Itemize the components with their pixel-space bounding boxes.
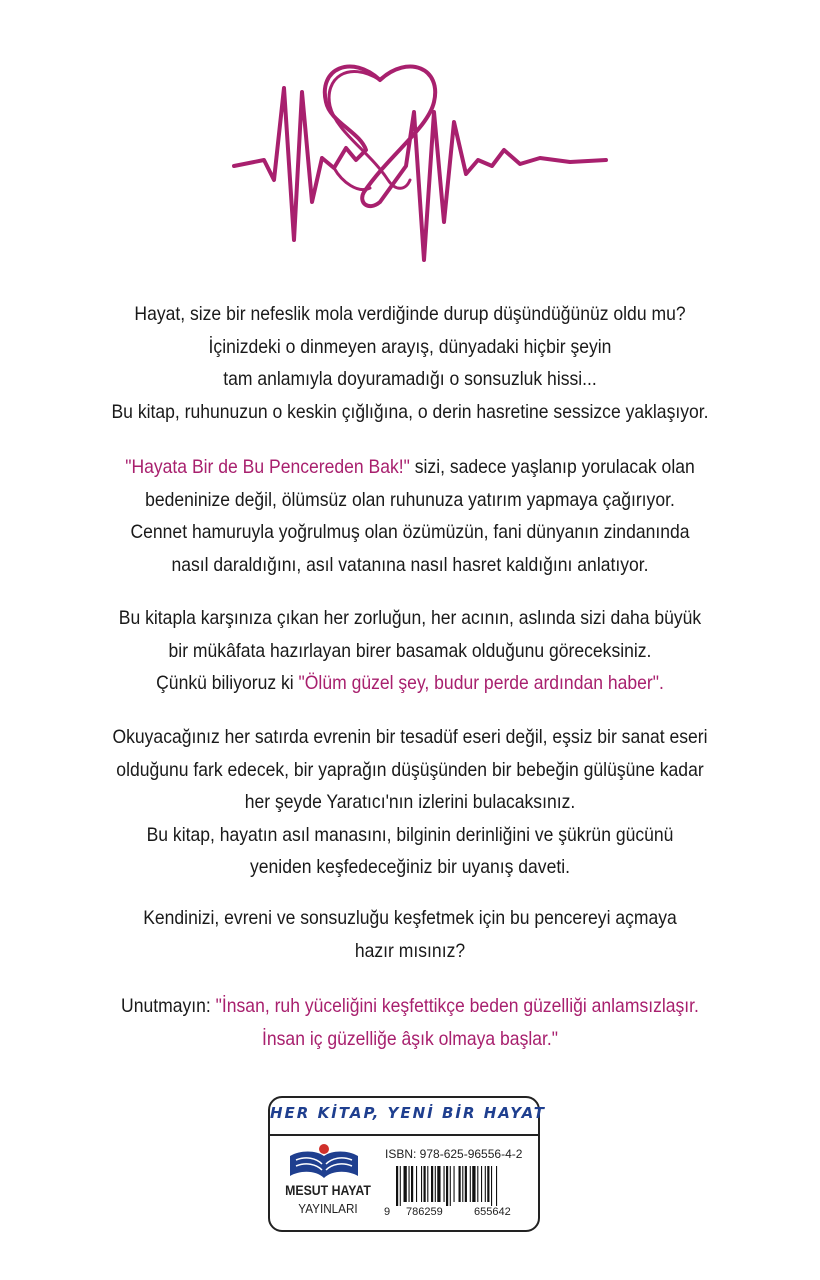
quote-text: "İnsan, ruh yüceliğini keşfettikçe beden güzelliği anlamsızlaşır. (215, 995, 699, 1017)
barcode-bar (396, 1166, 398, 1206)
body-text: Cennet hamuruyla yoğrulmuş olan özümüzün, fani dünyanın zindanında (130, 521, 690, 543)
text-line (77, 935, 743, 968)
text-line (77, 298, 743, 331)
text-line (77, 331, 743, 364)
paragraph-5 (77, 902, 743, 967)
body-text: sizi, sadece yaşlanıp yorulacak olan (409, 456, 695, 478)
text-line (77, 721, 743, 754)
barcode-bar (446, 1166, 448, 1206)
barcode-bar (404, 1166, 407, 1202)
barcode-bar (470, 1166, 471, 1202)
quote-text: İnsan iç güzelliğe âşık olmaya başlar." (262, 1027, 558, 1050)
barcode-bar (411, 1166, 413, 1202)
text-line (77, 990, 743, 1023)
barcode-bar (462, 1166, 463, 1202)
body-text: İçinizdeki o dinmeyen arayış, dünyadaki hiçbir şeyin (208, 335, 612, 358)
text-line (77, 1023, 743, 1056)
barcode-bar (491, 1166, 492, 1206)
text-line (77, 363, 743, 396)
paragraph-3 (77, 602, 743, 700)
text-line (77, 667, 743, 700)
paragraph-1 (77, 298, 743, 428)
barcode-bar (450, 1166, 451, 1206)
body-text: Bu kitap, hayatın asıl manasını, bilginin derinliğini ve şükrün gücünü (146, 823, 674, 846)
body-text: Bu kitap, ruhunuzun o keskin çığlığına, o derin hasretine sessizce yaklaşıyor. (111, 400, 709, 423)
barcode-bar (431, 1166, 433, 1202)
publisher-tagline: HER KİTAP, YENİ BİR HAYAT (270, 1104, 547, 1122)
body-text: her şeyde Yaratıcı'nın izlerini bulacaksınız. (244, 791, 576, 813)
box-divider (270, 1134, 538, 1136)
text-line (77, 754, 743, 787)
text-line (77, 851, 743, 884)
text-line (77, 902, 743, 935)
barcode-bar (454, 1166, 455, 1202)
body-text: bedeninize değil, ölümsüz olan ruhunuza yatırım yapmaya çağırıyor. (145, 488, 675, 511)
text-line (77, 484, 743, 517)
paragraph-2 (77, 451, 743, 581)
body-text: bir mükâfata hazırlayan birer basamak olduğunu göreceksiniz. (168, 639, 652, 662)
paragraph-6 (77, 990, 743, 1055)
barcode-bar (424, 1166, 426, 1202)
barcode-bar (459, 1166, 461, 1202)
text-line (77, 549, 743, 582)
heart-heartbeat-logo (230, 62, 610, 272)
isbn-label: ISBN: 978-625-96556-4-2 (385, 1147, 523, 1161)
text-line (77, 819, 743, 852)
open-book-logo-icon (286, 1142, 362, 1182)
barcode-digit-prefix: 9 (384, 1206, 391, 1218)
text-line (77, 786, 743, 819)
publisher-box (268, 1096, 547, 1232)
text-line (77, 396, 743, 429)
publisher-name: MESUT HAYAT (285, 1182, 371, 1198)
barcode-bar (416, 1166, 417, 1202)
barcode-bar (465, 1166, 467, 1202)
barcode-digit-right: 655642 (474, 1206, 511, 1218)
text-line (77, 451, 743, 484)
barcode-bar (472, 1166, 475, 1202)
barcode-bar (435, 1166, 436, 1202)
quote-text: "Hayata Bir de Bu Pencereden Bak!" (125, 456, 410, 478)
body-text: Kendinizi, evreni ve sonsuzluğu keşfetmek için bu pencereyi açmaya (143, 907, 677, 929)
text-line (77, 635, 743, 668)
barcode-digit-left: 786259 (406, 1206, 443, 1218)
body-text: yeniden keşfedeceğiniz bir uyanış daveti. (249, 856, 571, 878)
barcode (396, 1166, 528, 1206)
body-text: Çünkü biliyoruz ki (156, 672, 299, 694)
body-text: Bu kitapla karşınıza çıkan her zorluğun, her acının, aslında sizi daha büyük (118, 607, 702, 629)
body-text: Unutmayın: (121, 995, 216, 1017)
barcode-bar (481, 1166, 482, 1202)
barcode-bar (437, 1166, 440, 1202)
barcode-bar (485, 1166, 486, 1202)
publisher-subname: YAYINLARI (298, 1201, 358, 1216)
barcode-bar (477, 1166, 478, 1202)
body-text: hazır mısınız? (354, 939, 466, 962)
body-text: olduğunu fark edecek, bir yaprağın düşüşünden bir bebeğin gülüşüne kadar (116, 758, 704, 781)
barcode-bar (444, 1166, 445, 1202)
barcode-bar (409, 1166, 410, 1202)
quote-text: "Ölüm güzel şey, budur perde ardından haber". (298, 672, 664, 694)
body-text: tam anlamıyla doyuramadığı o sonsuzluk hissi... (223, 368, 597, 390)
body-text: Okuyacağınız her satırda evrenin bir tesadüf eseri değil, eşsiz bir sanat eseri (112, 726, 708, 748)
paragraph-4 (77, 721, 743, 884)
text-line (77, 602, 743, 635)
barcode-bar (400, 1166, 401, 1206)
barcode-bar (427, 1166, 428, 1202)
barcode-bar (421, 1166, 422, 1202)
barcode-bar (487, 1166, 489, 1202)
text-line (77, 516, 743, 549)
body-text: nasıl daraldığını, asıl vatanına nasıl hasret kaldığını anlatıyor. (171, 553, 649, 576)
body-text: Hayat, size bir nefeslik mola verdiğinde durup düşündüğünüz oldu mu? (134, 303, 686, 325)
barcode-bar (496, 1166, 497, 1206)
